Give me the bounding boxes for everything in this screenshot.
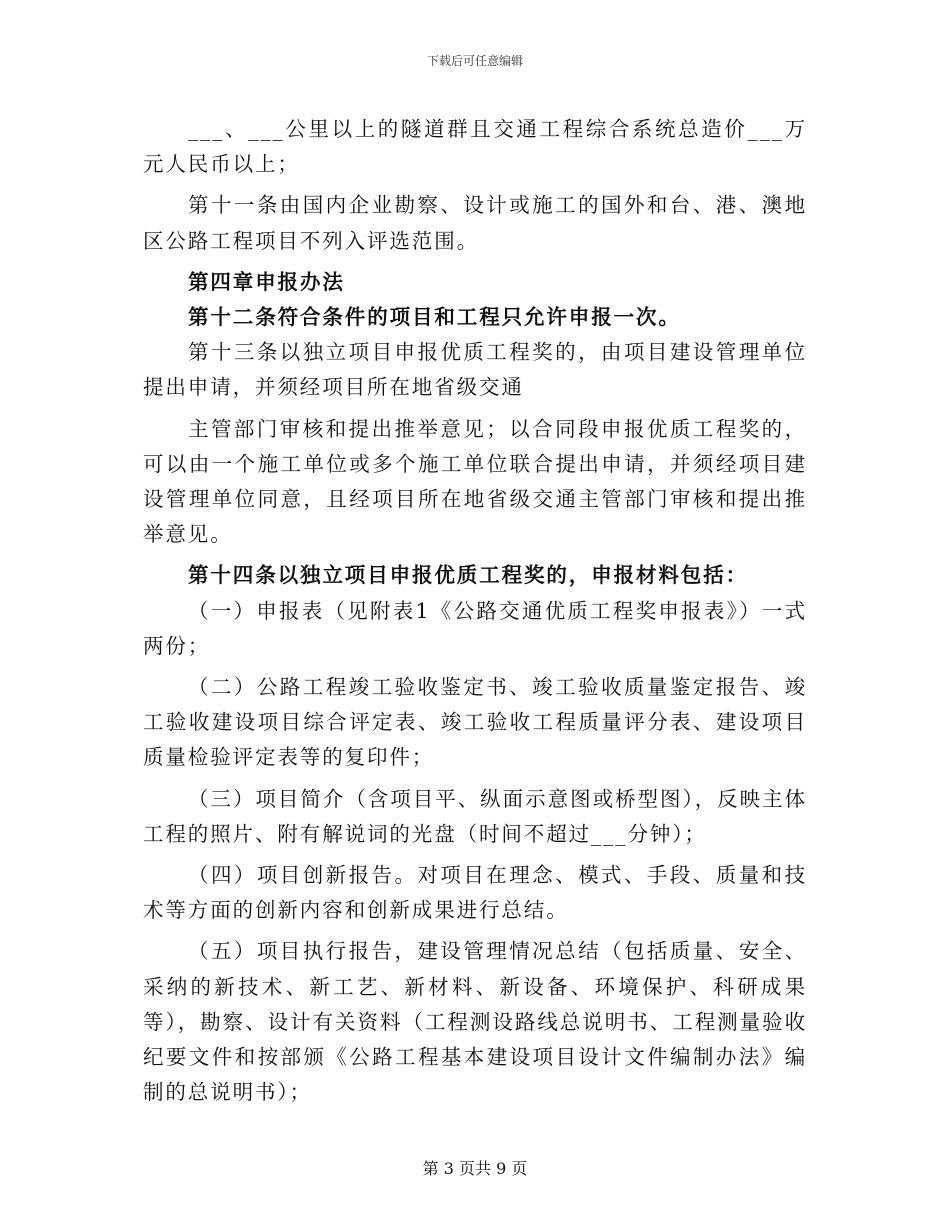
- paragraph-article-11: 第十一条由国内企业勘察、设计或施工的国外和台、港、澳地区公路工程项目不列入评选范围。: [143, 193, 807, 253]
- list-item-2: （二）公路工程竣工验收鉴定书、竣工验收质量鉴定报告、竣工验收建设项目综合评定表、竣工验收工程质量评分表、建设项目质量检验评定表等的复印件；: [143, 675, 807, 770]
- list-item-5: （五）项目执行报告，建设管理情况总结（包括质量、安全、采纳的新技术、新工艺、新材料、新设备、环境保护、科研成果等），勘察、设计有关资料（工程测设路线总说明书、工程测量验收纪要文件和按部颁《公路工程基本建设项目设计文件编制办法》编制的总说明书）；: [143, 939, 807, 1105]
- document-body: [143, 112, 807, 1110]
- paragraph-article-13-part2: 主管部门审核和提出推举意见；以合同段申报优质工程奖的，可以由一个施工单位或多个施工单位联合提出申请，并须经项目建设管理单位同意，且经项目所在地省级交通主管部门审核和提出推举意见。: [143, 416, 807, 547]
- chapter-4-heading: 第四章申报办法: [188, 269, 345, 294]
- page-footer: 第 3 页共 9 页: [422, 1159, 528, 1178]
- list-item-1: （一）申报表（见附表1《公路交通优质工程奖申报表》）一式两份；: [143, 598, 807, 658]
- paragraph-article-14: 第十四条以独立项目申报优质工程奖的，申报材料包括：: [188, 563, 748, 588]
- paragraph-article-13-part1: 第十三条以独立项目申报优质工程奖的，由项目建设管理单位提出申请，并须经项目所在地省级交通: [143, 340, 807, 400]
- list-item-3: （三）项目简介（含项目平、纵面示意图或桥型图），反映主体工程的照片、附有解说词的光盘（时间不超过___分钟）；: [143, 786, 807, 846]
- paragraph-article-12: 第十二条符合条件的项目和工程只允许申报一次。: [188, 305, 681, 330]
- paragraph-tunnel-cost: ___、___公里以上的隧道群且交通工程综合系统总造价___万元人民币以上；: [143, 117, 807, 177]
- page-header: 下载后可任意编辑: [426, 54, 523, 68]
- list-item-4: （四）项目创新报告。对项目在理念、模式、手段、质量和技术等方面的创新内容和创新成果进行总结。: [143, 863, 807, 923]
